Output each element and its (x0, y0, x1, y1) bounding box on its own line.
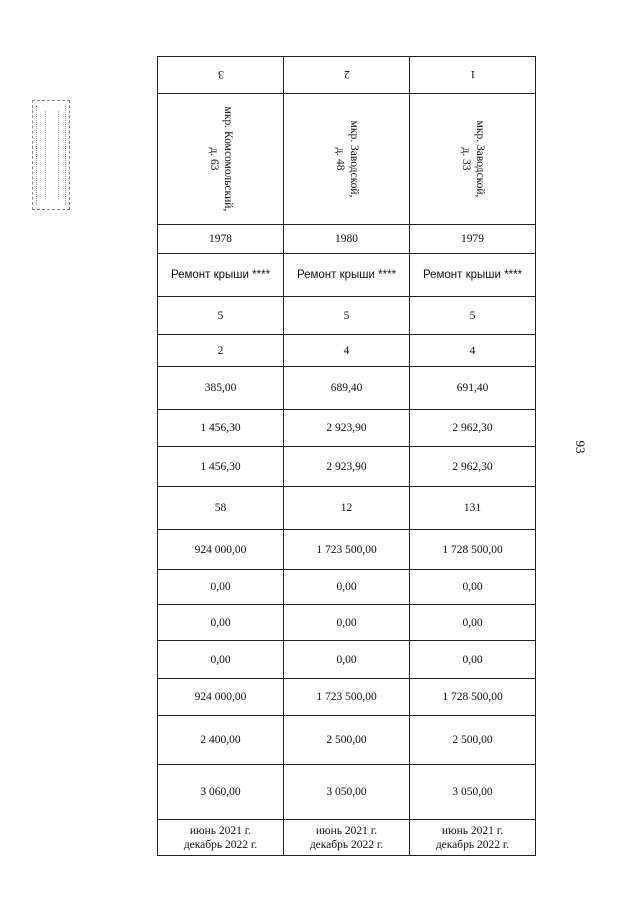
cell-work-type: Ремонт крыши **** (284, 254, 410, 297)
cell-residents: 58 (158, 487, 284, 530)
cell-unit-cost: 2 500,00 (410, 716, 536, 765)
cell-limit-cost: 3 050,00 (284, 765, 410, 820)
cell-dates (158, 820, 284, 856)
cell-floors: 5 (284, 297, 410, 335)
page-number: 93 (573, 440, 588, 454)
cell-work-type: Ремонт крыши **** (410, 254, 536, 297)
cell-fund-a: 0,00 (158, 570, 284, 605)
cell-number: 1 (410, 57, 536, 94)
cell-number: 3 (158, 57, 284, 94)
cell-residents: 131 (410, 487, 536, 530)
cell-floors: 5 (158, 297, 284, 335)
row-fund-owners (158, 679, 536, 716)
cell-address: мкр. Заводской, д. 33 (410, 94, 536, 225)
cell-fund-a: 0,00 (284, 570, 410, 605)
cell-fund-owners: 1 723 500,00 (284, 679, 410, 716)
cell-entrances: 4 (284, 335, 410, 367)
cell-fund-a: 0,00 (410, 570, 536, 605)
cell-fund-b: 0,00 (158, 605, 284, 641)
cell-fund-owners: 924 000,00 (158, 679, 284, 716)
cell-limit-cost: 3 060,00 (158, 765, 284, 820)
cell-area-living: 2 923,90 (284, 447, 410, 487)
row-number (158, 57, 536, 94)
cell-year: 1980 (284, 225, 410, 254)
housing-repair-table (157, 56, 536, 856)
row-fund-b (158, 605, 536, 641)
row-limit-cost (158, 765, 536, 820)
seal-stamp (32, 100, 70, 210)
end-date: декабрь 2022 г. (309, 838, 384, 851)
end-date: декабрь 2022 г. (183, 838, 258, 851)
row-unit-cost (158, 716, 536, 765)
cell-unit-cost: 2 500,00 (284, 716, 410, 765)
cell-floors: 5 (410, 297, 536, 335)
row-roof-area (158, 367, 536, 410)
end-date: декабрь 2022 г. (435, 838, 510, 851)
cell-address: мкр. Комсомольский, д. 63 (158, 94, 284, 225)
cell-fund-b: 0,00 (410, 605, 536, 641)
cell-work-type: Ремонт крыши **** (158, 254, 284, 297)
cell-fund-c: 0,00 (158, 641, 284, 679)
cell-cost-total: 1 723 500,00 (284, 530, 410, 570)
cell-residents: 12 (284, 487, 410, 530)
cell-cost-total: 924 000,00 (158, 530, 284, 570)
row-dates (158, 820, 536, 856)
cell-roof-area: 385,00 (158, 367, 284, 410)
row-cost-total (158, 530, 536, 570)
cell-number: 2 (284, 57, 410, 94)
cell-limit-cost: 3 050,00 (410, 765, 536, 820)
cell-roof-area: 689,40 (284, 367, 410, 410)
cell-cost-total: 1 728 500,00 (410, 530, 536, 570)
start-date: июнь 2021 г. (315, 824, 378, 837)
row-fund-c (158, 641, 536, 679)
cell-fund-c: 0,00 (284, 641, 410, 679)
cell-unit-cost: 2 400,00 (158, 716, 284, 765)
row-fund-a (158, 570, 536, 605)
cell-year: 1979 (410, 225, 536, 254)
row-entrances (158, 335, 536, 367)
cell-fund-c: 0,00 (410, 641, 536, 679)
row-address (158, 94, 536, 225)
start-date: июнь 2021 г. (189, 824, 252, 837)
row-floors (158, 297, 536, 335)
cell-area-total: 1 456,30 (158, 410, 284, 447)
cell-area-living: 2 962,30 (410, 447, 536, 487)
row-residents (158, 487, 536, 530)
cell-area-total: 2 962,30 (410, 410, 536, 447)
cell-area-living: 1 456,30 (158, 447, 284, 487)
cell-area-total: 2 923,90 (284, 410, 410, 447)
cell-entrances: 4 (410, 335, 536, 367)
start-date: июнь 2021 г. (441, 824, 504, 837)
cell-fund-b: 0,00 (284, 605, 410, 641)
cell-entrances: 2 (158, 335, 284, 367)
cell-fund-owners: 1 728 500,00 (410, 679, 536, 716)
row-area-living (158, 447, 536, 487)
cell-year: 1978 (158, 225, 284, 254)
row-area-total (158, 410, 536, 447)
row-work-type (158, 254, 536, 297)
cell-dates (284, 820, 410, 856)
cell-address: мкр. Заводской, д. 48 (284, 94, 410, 225)
row-year (158, 225, 536, 254)
cell-roof-area: 691,40 (410, 367, 536, 410)
cell-dates (410, 820, 536, 856)
